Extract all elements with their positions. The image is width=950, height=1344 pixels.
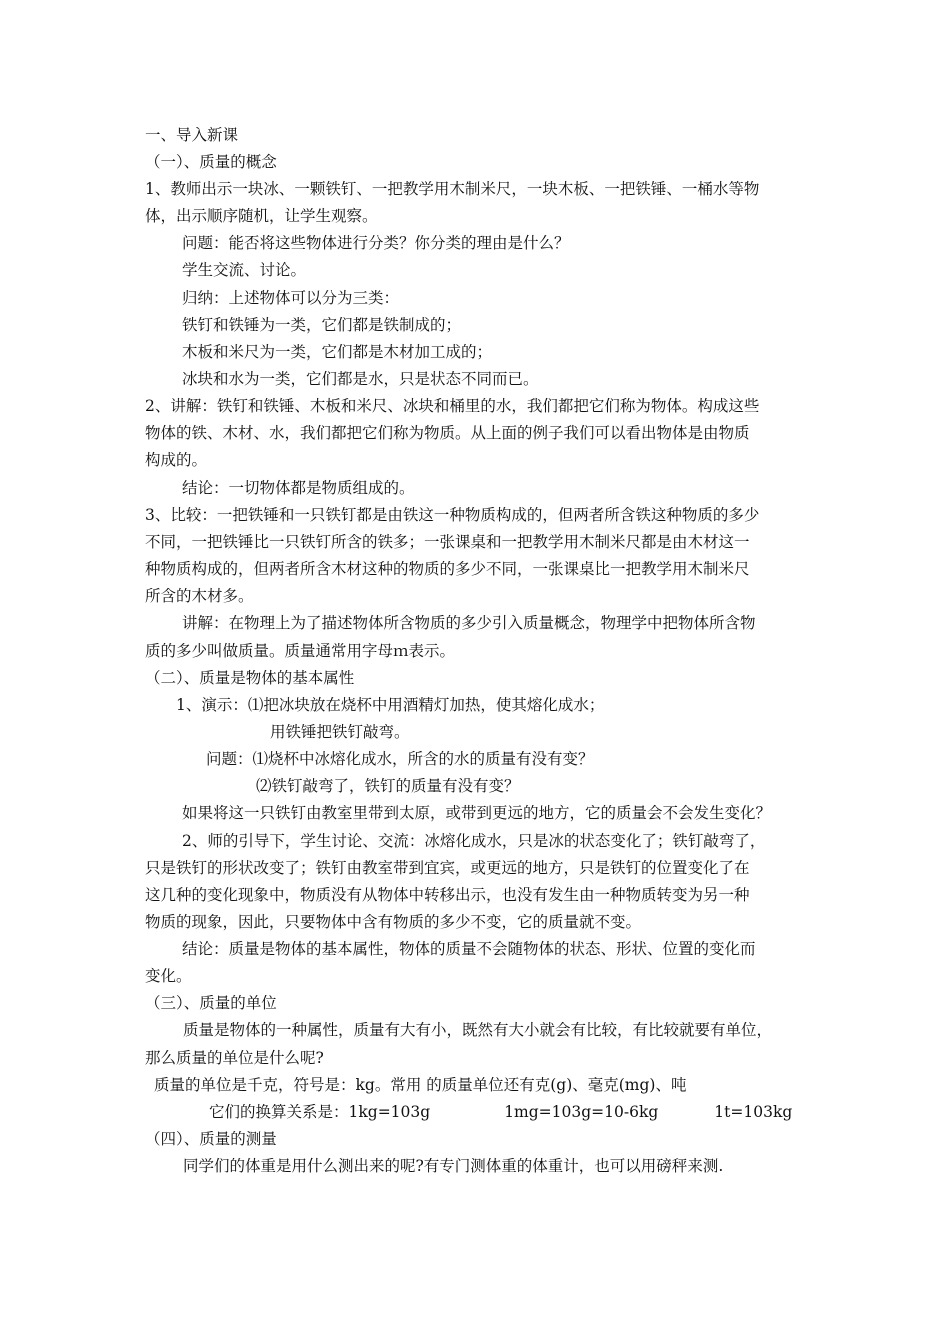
paragraph-line: 2、讲解：铁钉和铁锤、木板和米尺、冰块和桶里的水，我们都把它们称为物体。构成这些 [145, 397, 760, 415]
paragraph-line: 构成的。 [145, 451, 208, 469]
section-heading-4: （四）、质量的测量 [145, 1130, 277, 1148]
paragraph-line: 物质的现象，因此，只要物体中含有物质的多少不变，它的质量就不变。 [145, 913, 642, 931]
paragraph-line: 1、教师出示一块冰、一颗铁钉、一把教学用木制米尺，一块木板、一把铁锤、一桶水等物 [145, 180, 760, 198]
paragraph-line: 质量的单位是千克，符号是：kg。常用 的质量单位还有克(g)、毫克(mg)、吨 [154, 1076, 687, 1094]
paragraph-line: 归纳：上述物体可以分为三类： [182, 289, 400, 307]
section-heading-3: （三）、质量的单位 [145, 994, 277, 1012]
paragraph-line: 这几种的变化现象中，物质没有从物体中转移出示，也没有发生由一种物质转变为另一种 [145, 886, 750, 904]
heading-intro: 一、导入新课 [145, 126, 239, 144]
conversion-label: 它们的换算关系是： [209, 1103, 349, 1121]
paragraph-line: 3、比较：一把铁锤和一只铁钉都是由铁这一种物质构成的，但两者所含铁这种物质的多少 [145, 506, 760, 524]
paragraph-line: 1、演示：⑴把冰块放在烧杯中用酒精灯加热，使其熔化成水； [176, 696, 605, 714]
paragraph-line: 问题：⑴烧杯中冰熔化成水，所含的水的质量有没有变？ [206, 750, 594, 768]
paragraph-line: 问题：能否将这些物体进行分类？你分类的理由是什么？ [182, 234, 570, 252]
paragraph-line: 那么质量的单位是什么呢? [145, 1049, 324, 1067]
paragraph-line: 冰块和水为一类，它们都是水，只是状态不同而已。 [182, 370, 539, 388]
paragraph-line: 2、师的引导下，学生讨论、交流：冰熔化成水，只是冰的状态变化了；铁钉敲弯了， [182, 832, 766, 850]
section-heading-1: （一）、质量的概念 [145, 153, 277, 171]
paragraph-line: 所含的木材多。 [145, 587, 254, 605]
section-heading-2: （二）、质量是物体的基本属性 [145, 669, 355, 687]
conversion-mg: 1mg=103g=10-6kg [504, 1103, 659, 1121]
paragraph-line: 结论：一切物体都是物质组成的。 [182, 479, 415, 497]
paragraph-line: 结论：质量是物体的基本属性，物体的质量不会随物体的状态、形状、位置的变化而 [182, 940, 756, 958]
conversion-t: 1t=103kg [714, 1103, 793, 1121]
paragraph-line: 如果将这一只铁钉由教室里带到太原，或带到更远的地方，它的质量会不会发生变化？ [182, 804, 772, 822]
paragraph-line: 用铁锤把铁钉敲弯。 [270, 723, 410, 741]
paragraph-line: 讲解：在物理上为了描述物体所含物质的多少引入质量概念，物理学中把物体所含物 [182, 614, 756, 632]
paragraph-line: 质的多少叫做质量。质量通常用字母ｍ表示。 [145, 642, 456, 660]
paragraph-line: 木板和米尺为一类，它们都是木材加工成的； [182, 343, 493, 361]
paragraph-line: 不同，一把铁锤比一只铁钉所含的铁多；一张课桌和一把教学用木制米尺都是由木材这一 [145, 533, 750, 551]
paragraph-line: 学生交流、讨论。 [182, 261, 307, 279]
paragraph-line: 铁钉和铁锤为一类，它们都是铁制成的； [182, 316, 462, 334]
paragraph-line: 体，出示顺序随机，让学生观察。 [145, 207, 378, 225]
conversion-kg: 1kg=103g [348, 1103, 431, 1121]
paragraph-line: 变化。 [145, 967, 192, 985]
paragraph-line: 种物质构成的，但两者所含木材这种的物质的多少不同，一张课桌比一把教学用木制米尺 [145, 560, 750, 578]
paragraph-line: 质量是物体的一种属性，质量有大有小，既然有大小就会有比较，有比较就要有单位， [183, 1021, 773, 1039]
conversion-line [209, 1101, 792, 1123]
paragraph-line: 只是铁钉的形状改变了；铁钉由教室带到宜宾，或更远的地方，只是铁钉的位置变化了在 [145, 859, 750, 877]
paragraph-line: 物体的铁、木材、水，我们都把它们称为物质。从上面的例子我们可以看出物体是由物质 [145, 424, 750, 442]
paragraph-line: ⑵铁钉敲弯了，铁钉的质量有没有变？ [256, 777, 520, 795]
paragraph-line: 同学们的体重是用什么测出来的呢?有专门测体重的体重计，也可以用磅秤来测. [183, 1157, 724, 1175]
